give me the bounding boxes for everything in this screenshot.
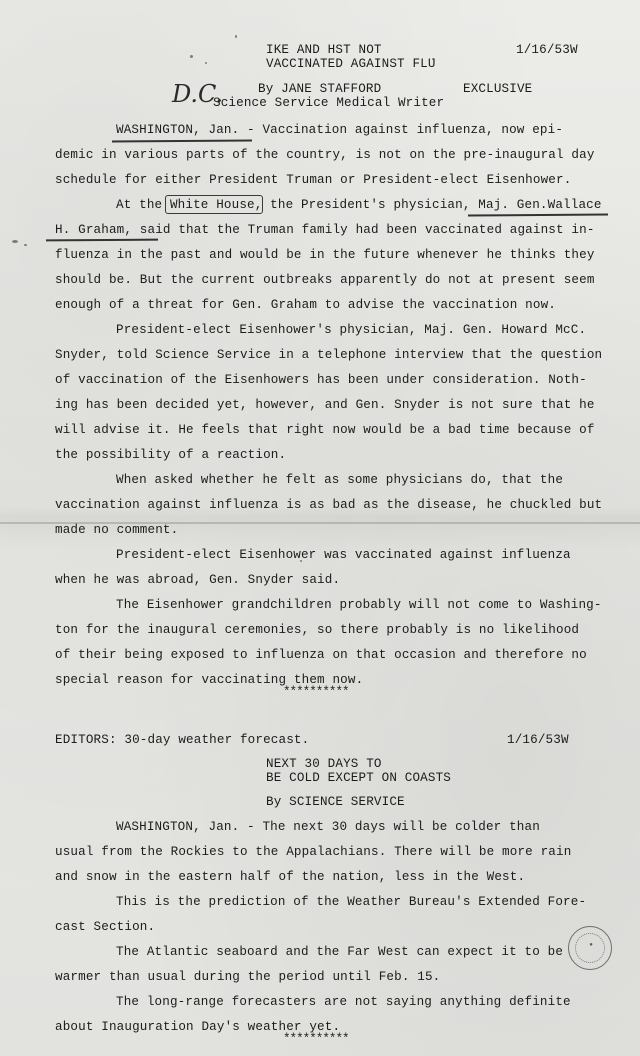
- story1-writer-title: Science Service Medical Writer: [213, 96, 445, 110]
- story2-line: about Inauguration Day's weather yet.: [55, 1020, 341, 1034]
- archive-stamp-seal: [568, 926, 612, 970]
- story1-line: H. Graham, said that the Truman family had been vaccinated against in-: [55, 223, 595, 237]
- story2-line: warmer than usual during the period until Feb. 15.: [55, 970, 441, 984]
- story2-line: cast Section.: [55, 920, 156, 934]
- story1-line: Snyder, told Science Service in a telephone interview that the question: [55, 348, 603, 362]
- story1-line: should be. But the current outbreaks apparently do not at present seem: [55, 273, 595, 287]
- story2-line: The long-range forecasters are not saying anything definite: [116, 995, 571, 1009]
- ink-underline: [468, 214, 608, 216]
- story1-line: At the White House, the President's physician, Maj. Gen.Wallace: [116, 198, 602, 212]
- ink-box-white-house: [165, 195, 263, 214]
- speck: [205, 62, 207, 64]
- story2-byline: By SCIENCE SERVICE: [266, 795, 405, 809]
- stamp-seal-art: ●: [589, 942, 593, 948]
- story1-byline: By JANE STAFFORD: [258, 82, 382, 96]
- story2-line: The Atlantic seaboard and the Far West can expect it to be: [116, 945, 564, 959]
- story1-line: special reason for vaccinating them now.: [55, 673, 364, 687]
- story1-line: President-elect Eisenhower's physician, Maj. Gen. Howard McC.: [116, 323, 587, 337]
- story1-line: will advise it. He feels that right now would be a bad time because of: [55, 423, 595, 437]
- story1-line: schedule for either President Truman or President-elect Eisenhower.: [55, 173, 572, 187]
- speck: [190, 55, 193, 58]
- story1-headline-line2: VACCINATED AGAINST FLU: [266, 57, 436, 71]
- story1-headline-line1: IKE AND HST NOT: [266, 43, 382, 57]
- handwritten-initials: D.C.: [172, 80, 224, 108]
- story1-end-mark: **********: [283, 685, 349, 699]
- story2-line: WASHINGTON, Jan. - The next 30 days will be colder than: [116, 820, 540, 834]
- story1-exclusive-label: EXCLUSIVE: [463, 82, 533, 96]
- story2-headline-line1: NEXT 30 DAYS TO: [266, 757, 382, 771]
- ink-underline: [46, 239, 158, 241]
- story1-line: vaccination against influenza is as bad as the disease, he chuckled but: [55, 498, 603, 512]
- story2-line: and snow in the eastern half of the nation, less in the West.: [55, 870, 526, 884]
- story1-line: when he was abroad, Gen. Snyder said.: [55, 573, 341, 587]
- story2-line: usual from the Rockies to the Appalachians. There will be more rain: [55, 845, 572, 859]
- story1-line: ing has been decided yet, however, and Gen. Snyder is not sure that he: [55, 398, 595, 412]
- story1-line: When asked whether he felt as some physicians do, that the: [116, 473, 564, 487]
- story1-line: WASHINGTON, Jan. - Vaccination against influenza, now epi-: [116, 123, 564, 137]
- story1-line: enough of a threat for Gen. Graham to advise the vaccination now.: [55, 298, 556, 312]
- story1-line: President-elect Eisenhower was vaccinated against influenza: [116, 548, 571, 562]
- story2-line: This is the prediction of the Weather Bureau's Extended Fore-: [116, 895, 587, 909]
- story2-headline-line2: BE COLD EXCEPT ON COASTS: [266, 771, 451, 785]
- story1-line: the possibility of a reaction.: [55, 448, 287, 462]
- ink-underline: [112, 140, 252, 142]
- story1-line: fluenza in the past and would be in the future whenever he thinks they: [55, 248, 595, 262]
- story1-line: The Eisenhower grandchildren probably will not come to Washing-: [116, 598, 602, 612]
- story2-date: 1/16/53W: [507, 733, 569, 747]
- story2-end-mark: **********: [283, 1032, 349, 1046]
- story1-line: of vaccination of the Eisenhowers has been under consideration. Noth-: [55, 373, 587, 387]
- story1-line: of their being exposed to influenza on that occasion and therefore no: [55, 648, 587, 662]
- story1-line: demic in various parts of the country, is not on the pre-inaugural day: [55, 148, 595, 162]
- speck: [24, 244, 27, 246]
- speck: [235, 35, 237, 38]
- story2-editors-note: EDITORS: 30-day weather forecast.: [55, 733, 310, 747]
- speck: [12, 240, 18, 243]
- story1-line: made no comment.: [55, 523, 179, 537]
- story1-line: ton for the inaugural ceremonies, so there probably is no likelihood: [55, 623, 580, 637]
- story1-date: 1/16/53W: [516, 43, 578, 57]
